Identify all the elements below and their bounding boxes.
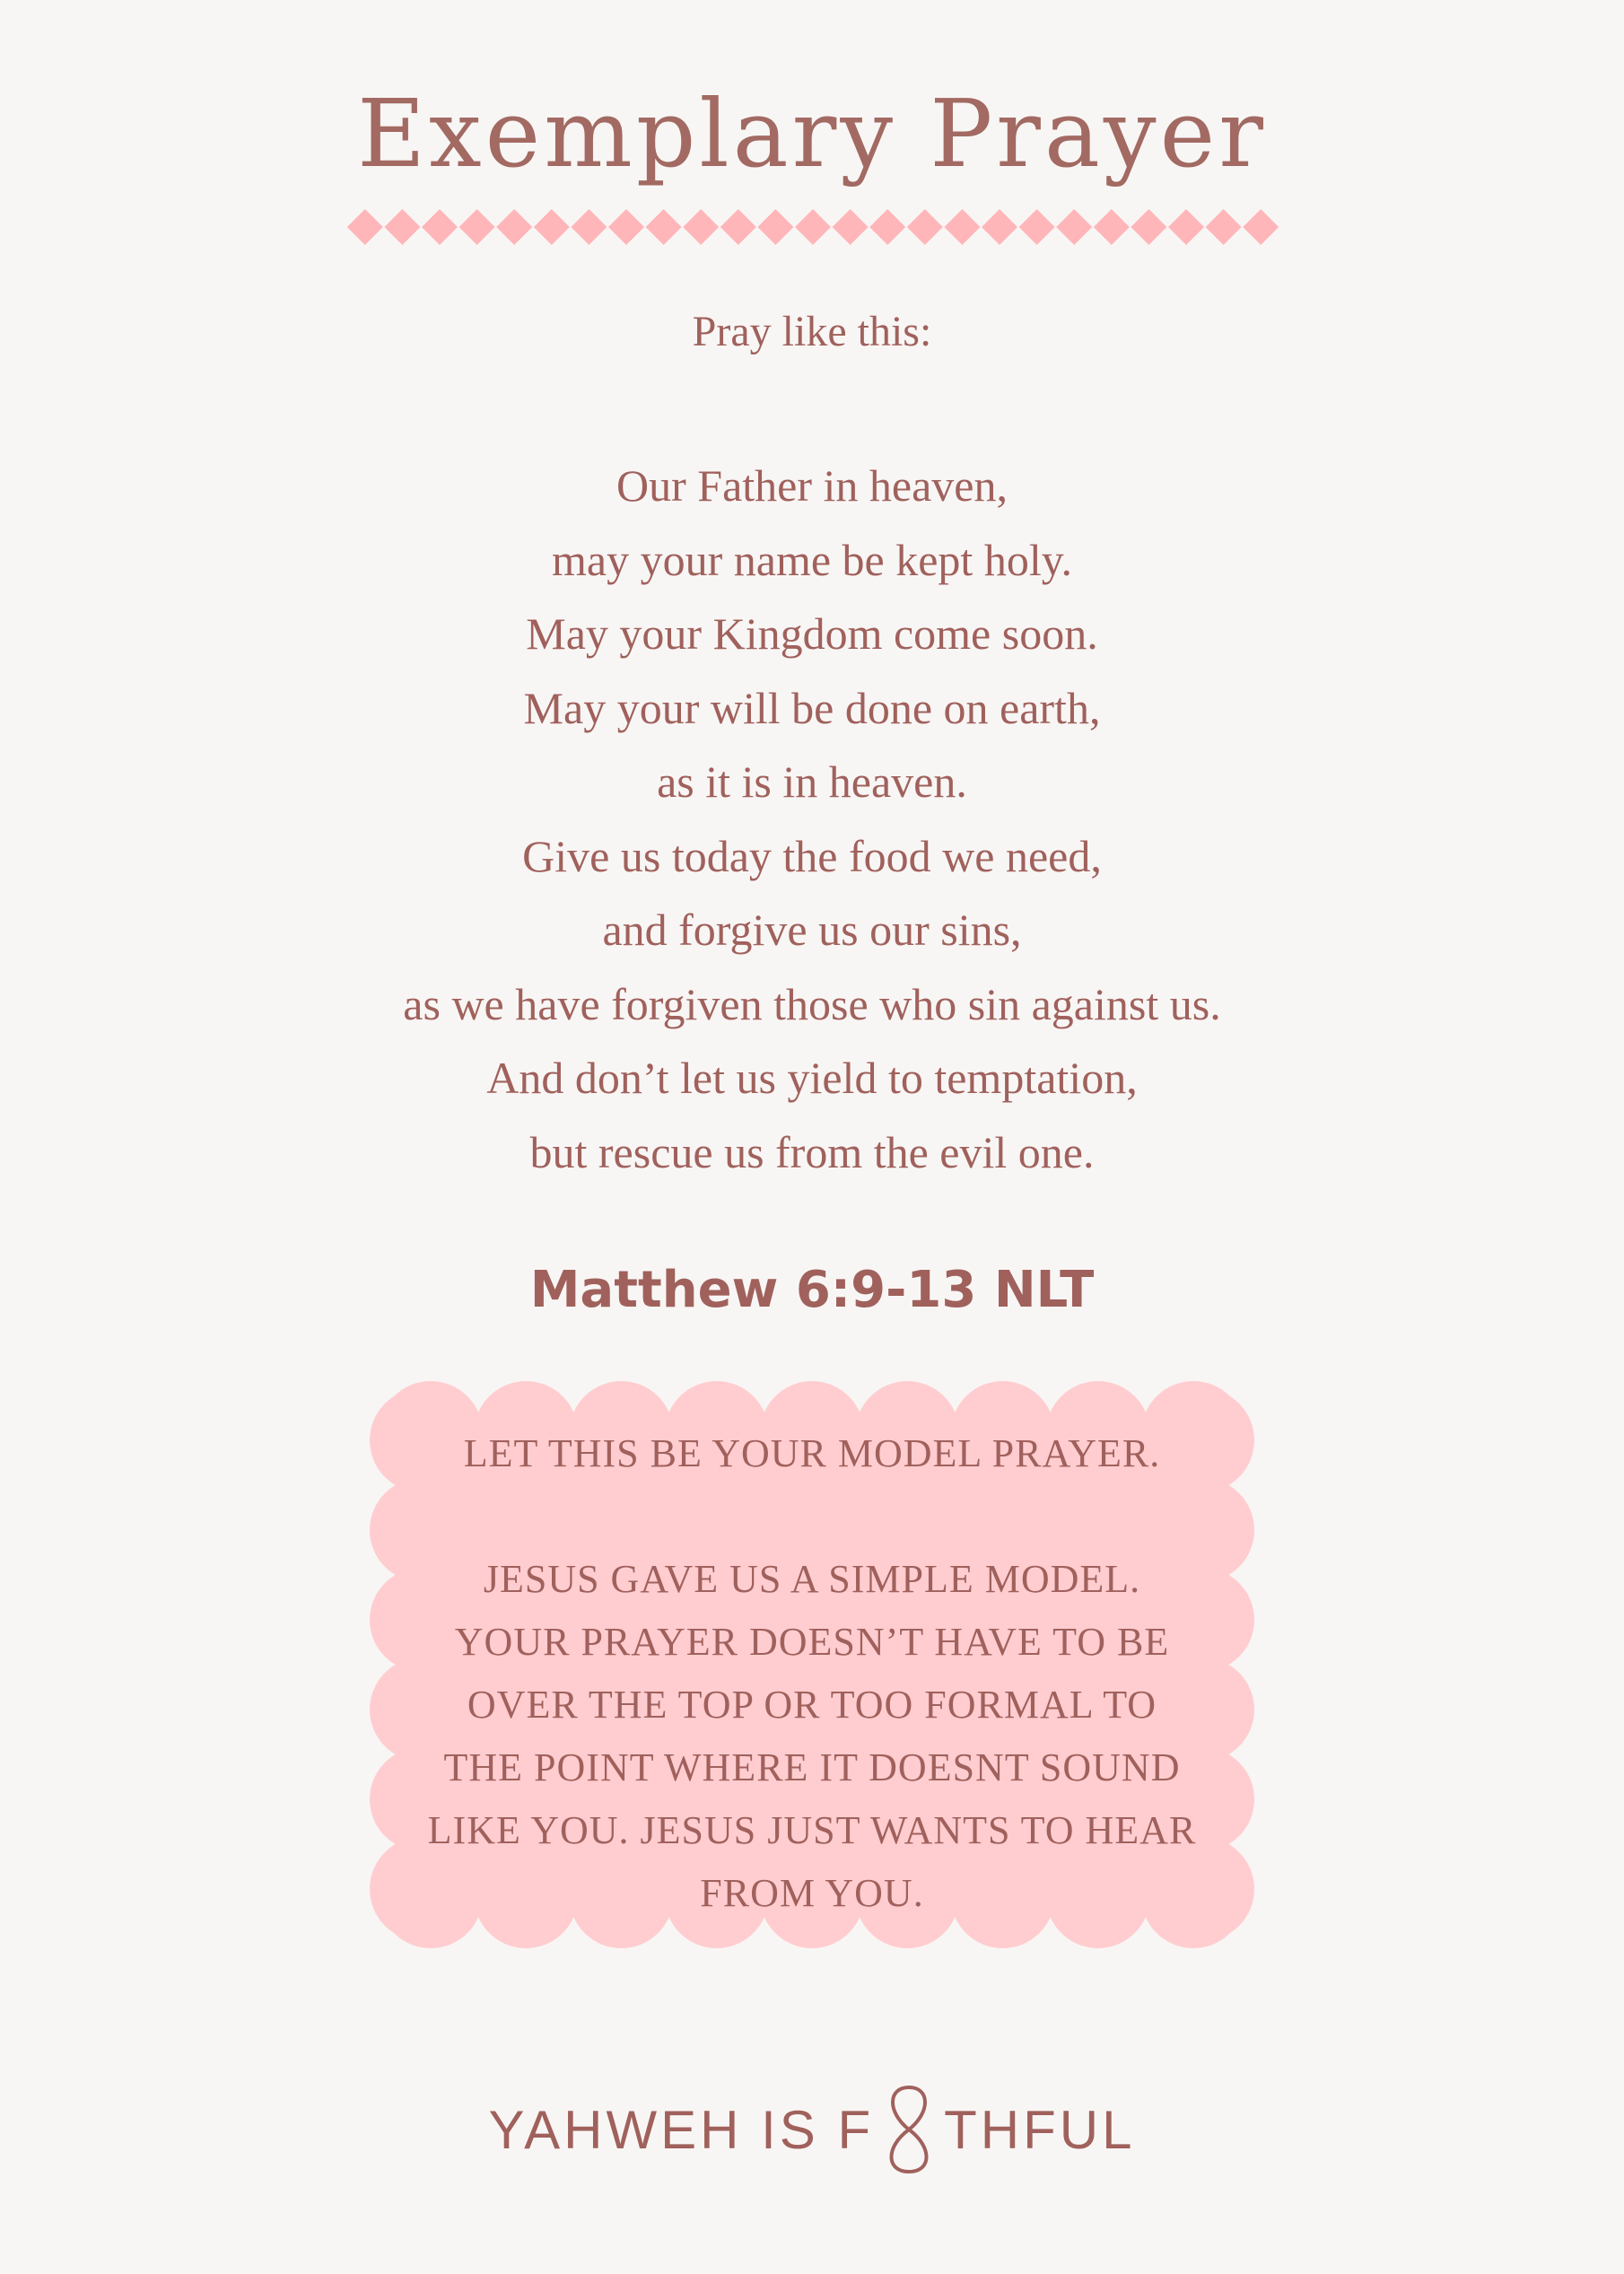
note-line: LIKE YOU. JESUS JUST WANTS TO HEAR [427,1808,1197,1852]
page-title: Exemplary Prayer [357,79,1267,188]
diamond-shape [1056,209,1092,245]
note-line: OVER THE TOP OR TOO FORMAL TO [467,1683,1157,1727]
verse-line: and forgive us our sins, [602,905,1022,955]
diamond-shape [571,209,607,245]
diamond-shape [1094,209,1130,245]
footer-text-before: YAHWEH IS F [488,2099,875,2160]
diamond-divider [346,205,1279,249]
note-line: JESUS GAVE US A SIMPLE MODEL. [483,1557,1141,1601]
footer-text-after: THFUL [944,2099,1136,2160]
diamond-shape [1243,209,1279,245]
diamond-shape [1206,209,1242,245]
note-heading: LET THIS BE YOUR MODEL PRAYER. [463,1431,1161,1475]
note-line: FROM YOU. [700,1871,924,1915]
diamond-shape [347,209,383,245]
intro-text: Pray like this: [692,308,932,355]
prayer-verse [0,449,1624,1189]
diamond-shape [944,209,980,245]
note-line: YOUR PRAYER DOESN’T HAVE TO BE [454,1620,1170,1664]
diamond-shape [720,209,756,245]
verse-line: Give us today the food we need, [522,830,1102,881]
diamond-shape [833,209,869,245]
diamond-shape [1131,209,1166,245]
verse-line: May your Kingdom come soon. [526,608,1098,659]
diamond-shape [459,209,495,245]
diamond-shape [496,209,532,245]
note-line: THE POINT WHERE IT DOESNT SOUND [443,1745,1181,1789]
verse-line: as we have forgiven those who sin against us. [403,978,1221,1029]
diamond-shape [907,209,943,245]
verse-line: may your name be kept holy. [552,534,1072,585]
infinity-icon [877,2080,940,2179]
footer-brand [0,2080,1624,2179]
diamond-shape [1168,209,1204,245]
diamond-shape [534,209,570,245]
diamond-shape [982,209,1017,245]
diamond-shape [1019,209,1055,245]
diamond-shape [422,209,458,245]
diamond-shape [683,209,719,245]
scripture-reference: Matthew 6:9-13 NLT [529,1261,1095,1319]
verse-line: but rescue us from the evil one. [529,1126,1095,1177]
verse-line: as it is in heaven. [657,757,967,807]
note-box [368,1422,1256,1925]
diamond-shape [757,209,793,245]
verse-line: And don’t let us yield to temptation, [486,1053,1138,1103]
diamond-shape [795,209,831,245]
diamond-shape [384,209,420,245]
diamond-shape [608,209,644,245]
verse-line: Our Father in heaven, [616,460,1008,511]
verse-line: May your will be done on earth, [523,682,1101,733]
diamond-shape [869,209,905,245]
diamond-shape [646,209,682,245]
